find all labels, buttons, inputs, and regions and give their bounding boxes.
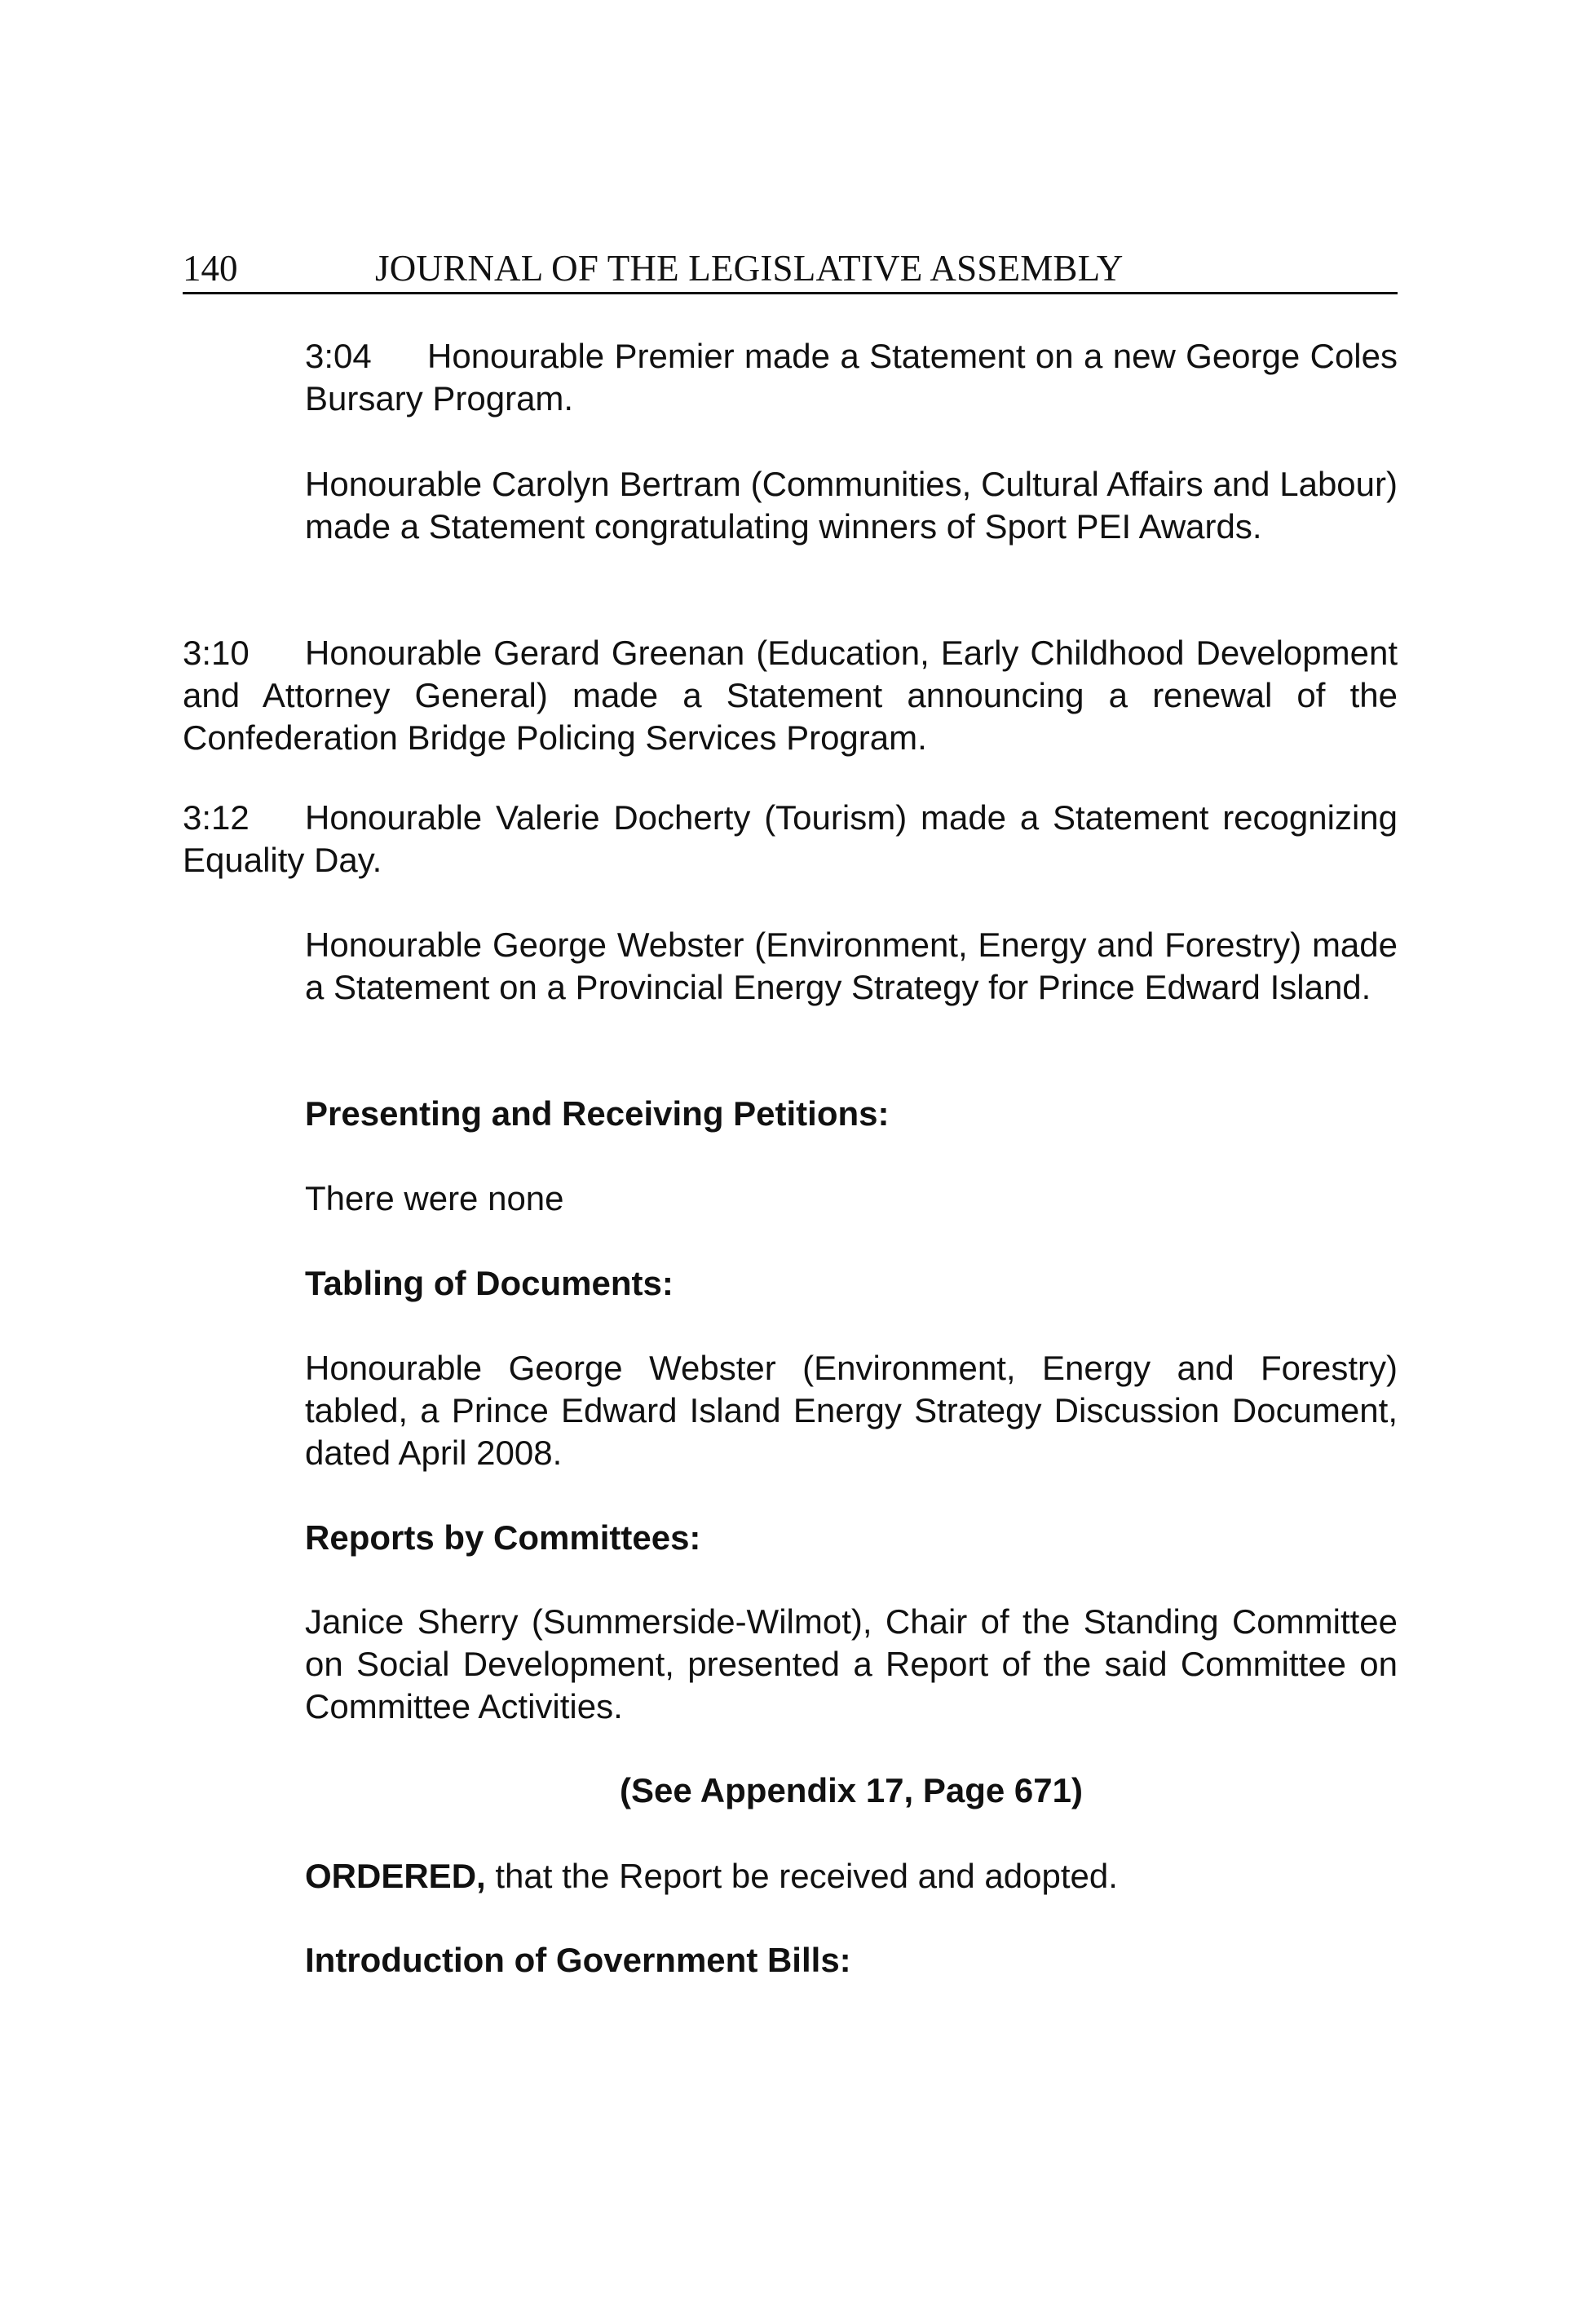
statement-text: Honourable Premier made a Statement on a new George Coles Bursary Program.	[305, 337, 1398, 418]
statement-paragraph	[183, 632, 1398, 759]
statement-paragraph	[305, 463, 1398, 548]
petitions-text: There were none	[305, 1179, 564, 1217]
journal-title: JOURNAL OF THE LEGISLATIVE ASSEMBLY	[375, 248, 1124, 289]
appendix-reference: (See Appendix 17, Page 671)	[619, 1771, 1083, 1809]
committees-text: Janice Sherry (Summerside-Wilmot), Chair of the Standing Committee on Social Development, presented a Report of the said Committee on Committee Activities.	[305, 1602, 1398, 1725]
statement-text: Honourable Valerie Docherty (Tourism) made a Statement recognizing Equality Day.	[183, 798, 1398, 879]
statement-text: Honourable Gerard Greenan (Education, Early Childhood Development and Attorney General) made a Statement announcing a renewal of the Confederation Bridge Policing Services Program.	[183, 634, 1398, 757]
statement-text: Honourable Carolyn Bertram (Communities, Cultural Affairs and Labour) made a Statement congratulating winners of Sport PEI Awards.	[305, 465, 1398, 546]
documents-text: Honourable George Webster (Environment, Energy and Forestry) tabled, a Prince Edward Island Energy Strategy Discussion Document, dated April 2008.	[305, 1349, 1398, 1472]
page-number: 140	[183, 248, 238, 289]
statement-paragraph	[305, 335, 1398, 420]
ordered-label: ORDERED,	[305, 1857, 486, 1895]
committees-heading: Reports by Committees:	[305, 1518, 701, 1557]
government-bills-heading: Introduction of Government Bills:	[305, 1941, 851, 1979]
documents-heading: Tabling of Documents:	[305, 1264, 674, 1302]
petitions-heading: Presenting and Receiving Petitions:	[305, 1094, 890, 1133]
time-stamp: 3:04	[305, 337, 372, 375]
time-stamp: 3:10	[183, 634, 250, 672]
statement-paragraph	[183, 797, 1398, 881]
statement-text: Honourable George Webster (Environment, Energy and Forestry) made a Statement on a Provincial Energy Strategy for Prince Edward Island.	[305, 926, 1398, 1006]
statement-paragraph	[305, 924, 1398, 1009]
time-stamp: 3:12	[183, 798, 250, 837]
page-header	[183, 245, 1398, 294]
ordered-text: that the Report be received and adopted.	[485, 1857, 1118, 1895]
ordered-paragraph	[305, 1855, 1398, 1898]
